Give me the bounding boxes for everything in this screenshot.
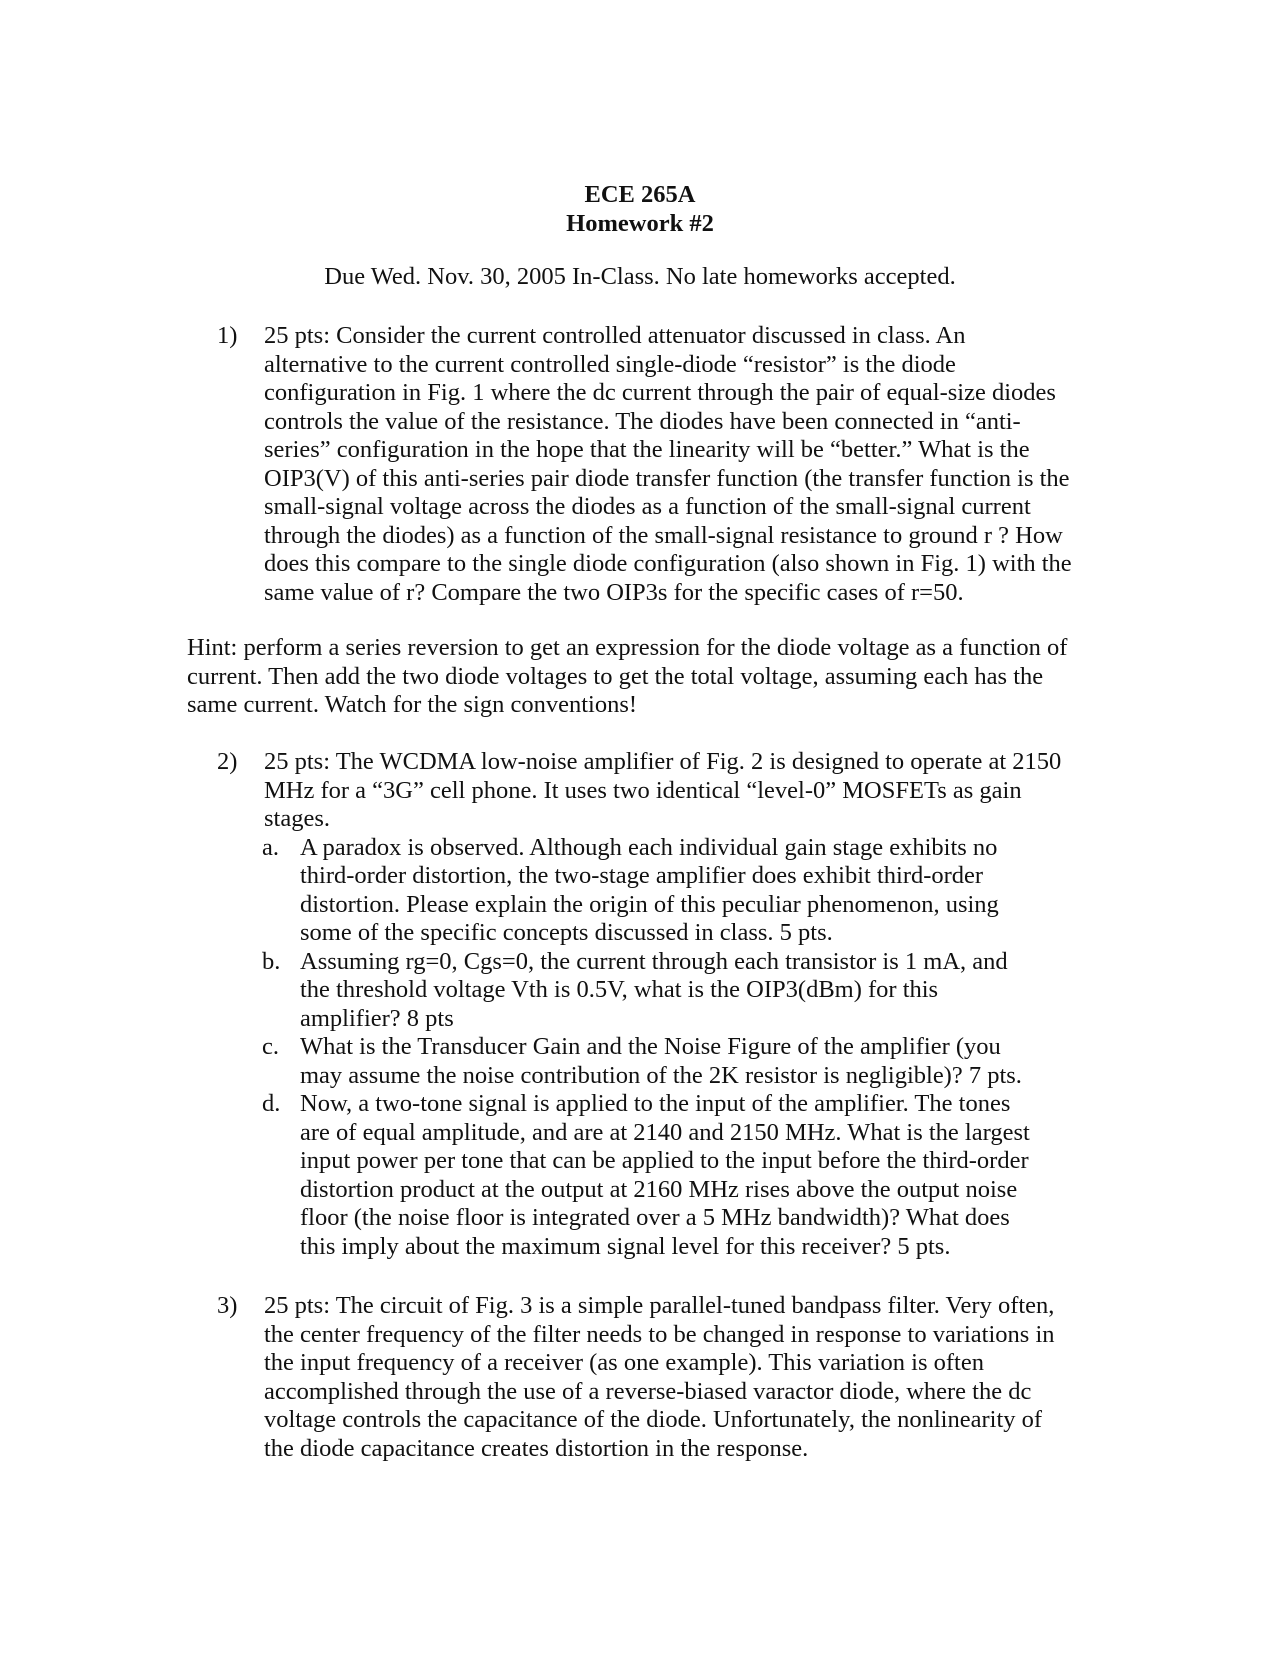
text-line: amplifier? 8 pts [300, 1004, 454, 1032]
text-line: voltage controls the capacitance of the diode. Unfortunately, the nonlinearity of [264, 1406, 1043, 1433]
text-line: the center frequency of the filter needs to be changed in response to variations in [264, 1320, 1055, 1348]
text-line: the threshold voltage Vth is 0.5V, what is the OIP3(dBm) for this [300, 976, 939, 1003]
subpart-letter: a. [262, 833, 279, 861]
subpart-c [217, 1033, 1097, 1090]
subpart-b [217, 948, 1097, 1034]
text-line: input power per tone that can be applied to the input before the third-order [300, 1147, 1029, 1174]
text-line: stages. [264, 805, 330, 832]
text-line: may assume the noise contribution of the 2K resistor is negligible)? 7 pts. [300, 1061, 1022, 1089]
text-line: through the diodes) as a function of the small-signal resistance to ground r ? How [264, 521, 1063, 549]
subpart-letter: b. [262, 947, 281, 975]
problem-1-text [264, 322, 1097, 607]
text-line: same value of r? Compare the two OIP3s for the specific cases of r=50. [264, 578, 964, 606]
problem-2-subparts [217, 834, 1097, 1262]
text-line: OIP3(V) of this anti-series pair diode transfer function (the transfer function is the [264, 464, 1070, 492]
subpart-letter: d. [262, 1090, 281, 1117]
text-line: series” configuration in the hope that the linearity will be “better.” What is the [264, 436, 1030, 463]
hint-paragraph [187, 634, 1087, 720]
due-date-notice: Due Wed. Nov. 30, 2005 In-Class. No late homeworks accepted. [324, 263, 956, 290]
text-line: the diode capacitance creates distortion in the response. [264, 1434, 809, 1462]
text-line: current. Then add the two diode voltages to get the total voltage, assuming each has the [187, 662, 1044, 690]
problem-2 [217, 748, 1097, 1261]
text-line: distortion product at the output at 2160 MHz rises above the output noise [300, 1175, 1018, 1203]
problem-2-text [264, 748, 1097, 834]
problem-1 [217, 322, 1097, 607]
text-line: Now, a two-tone signal is applied to the input of the amplifier. The tones [300, 1090, 1011, 1117]
text-line: small-signal voltage across the diodes as a function of the small-signal current [264, 493, 1031, 520]
course-title: ECE 265A [584, 181, 696, 208]
title-block [0, 180, 1280, 238]
text-line: the input frequency of a receiver (as one example). This variation is often [264, 1349, 984, 1376]
problem-number: 3) [217, 1292, 238, 1319]
problem-number: 1) [217, 322, 238, 349]
assignment-title: Homework #2 [566, 210, 714, 237]
text-line: some of the specific concepts discussed in class. 5 pts. [300, 919, 833, 946]
problem-number: 2) [217, 748, 238, 775]
text-line: same current. Watch for the sign conventions! [187, 691, 638, 718]
text-line: A paradox is observed. Although each individual gain stage exhibits no [300, 833, 998, 861]
subpart-d [217, 1090, 1097, 1261]
text-line: this imply about the maximum signal level for this receiver? 5 pts. [300, 1232, 951, 1260]
subpart-a [217, 834, 1097, 948]
text-line: does this compare to the single diode configuration (also shown in Fig. 1) with the [264, 550, 1072, 577]
text-line: distortion. Please explain the origin of this peculiar phenomenon, using [300, 890, 999, 918]
problem-3-text [264, 1292, 1097, 1463]
text-line: floor (the noise floor is integrated over a 5 MHz bandwidth)? What does [300, 1204, 1010, 1231]
text-line: configuration in Fig. 1 where the dc current through the pair of equal-size diodes [264, 379, 1056, 406]
text-line: controls the value of the resistance. The diodes have been connected in “anti- [264, 407, 1021, 435]
problem-3 [217, 1292, 1097, 1463]
text-line: Assuming rg=0, Cgs=0, the current through each transistor is 1 mA, and [300, 947, 1008, 975]
text-line: Hint: perform a series reversion to get an expression for the diode voltage as a function of [187, 634, 1068, 661]
text-line: alternative to the current controlled single-diode “resistor” is the diode [264, 350, 956, 378]
text-line: third-order distortion, the two-stage amplifier does exhibit third-order [300, 862, 984, 889]
text-line: accomplished through the use of a reverse-biased varactor diode, where the dc [264, 1377, 1032, 1405]
subpart-letter: c. [262, 1033, 279, 1060]
text-line: 25 pts: Consider the current controlled attenuator discussed in class. An [264, 322, 966, 349]
text-line: 25 pts: The WCDMA low-noise amplifier of Fig. 2 is designed to operate at 2150 [264, 748, 1062, 775]
text-line: are of equal amplitude, and are at 2140 and 2150 MHz. What is the largest [300, 1118, 1030, 1146]
text-line: 25 pts: The circuit of Fig. 3 is a simple parallel-tuned bandpass filter. Very often, [264, 1292, 1055, 1319]
text-line: What is the Transducer Gain and the Noise Figure of the amplifier (you [300, 1033, 1001, 1060]
text-line: MHz for a “3G” cell phone. It uses two identical “level-0” MOSFETs as gain [264, 776, 1022, 804]
